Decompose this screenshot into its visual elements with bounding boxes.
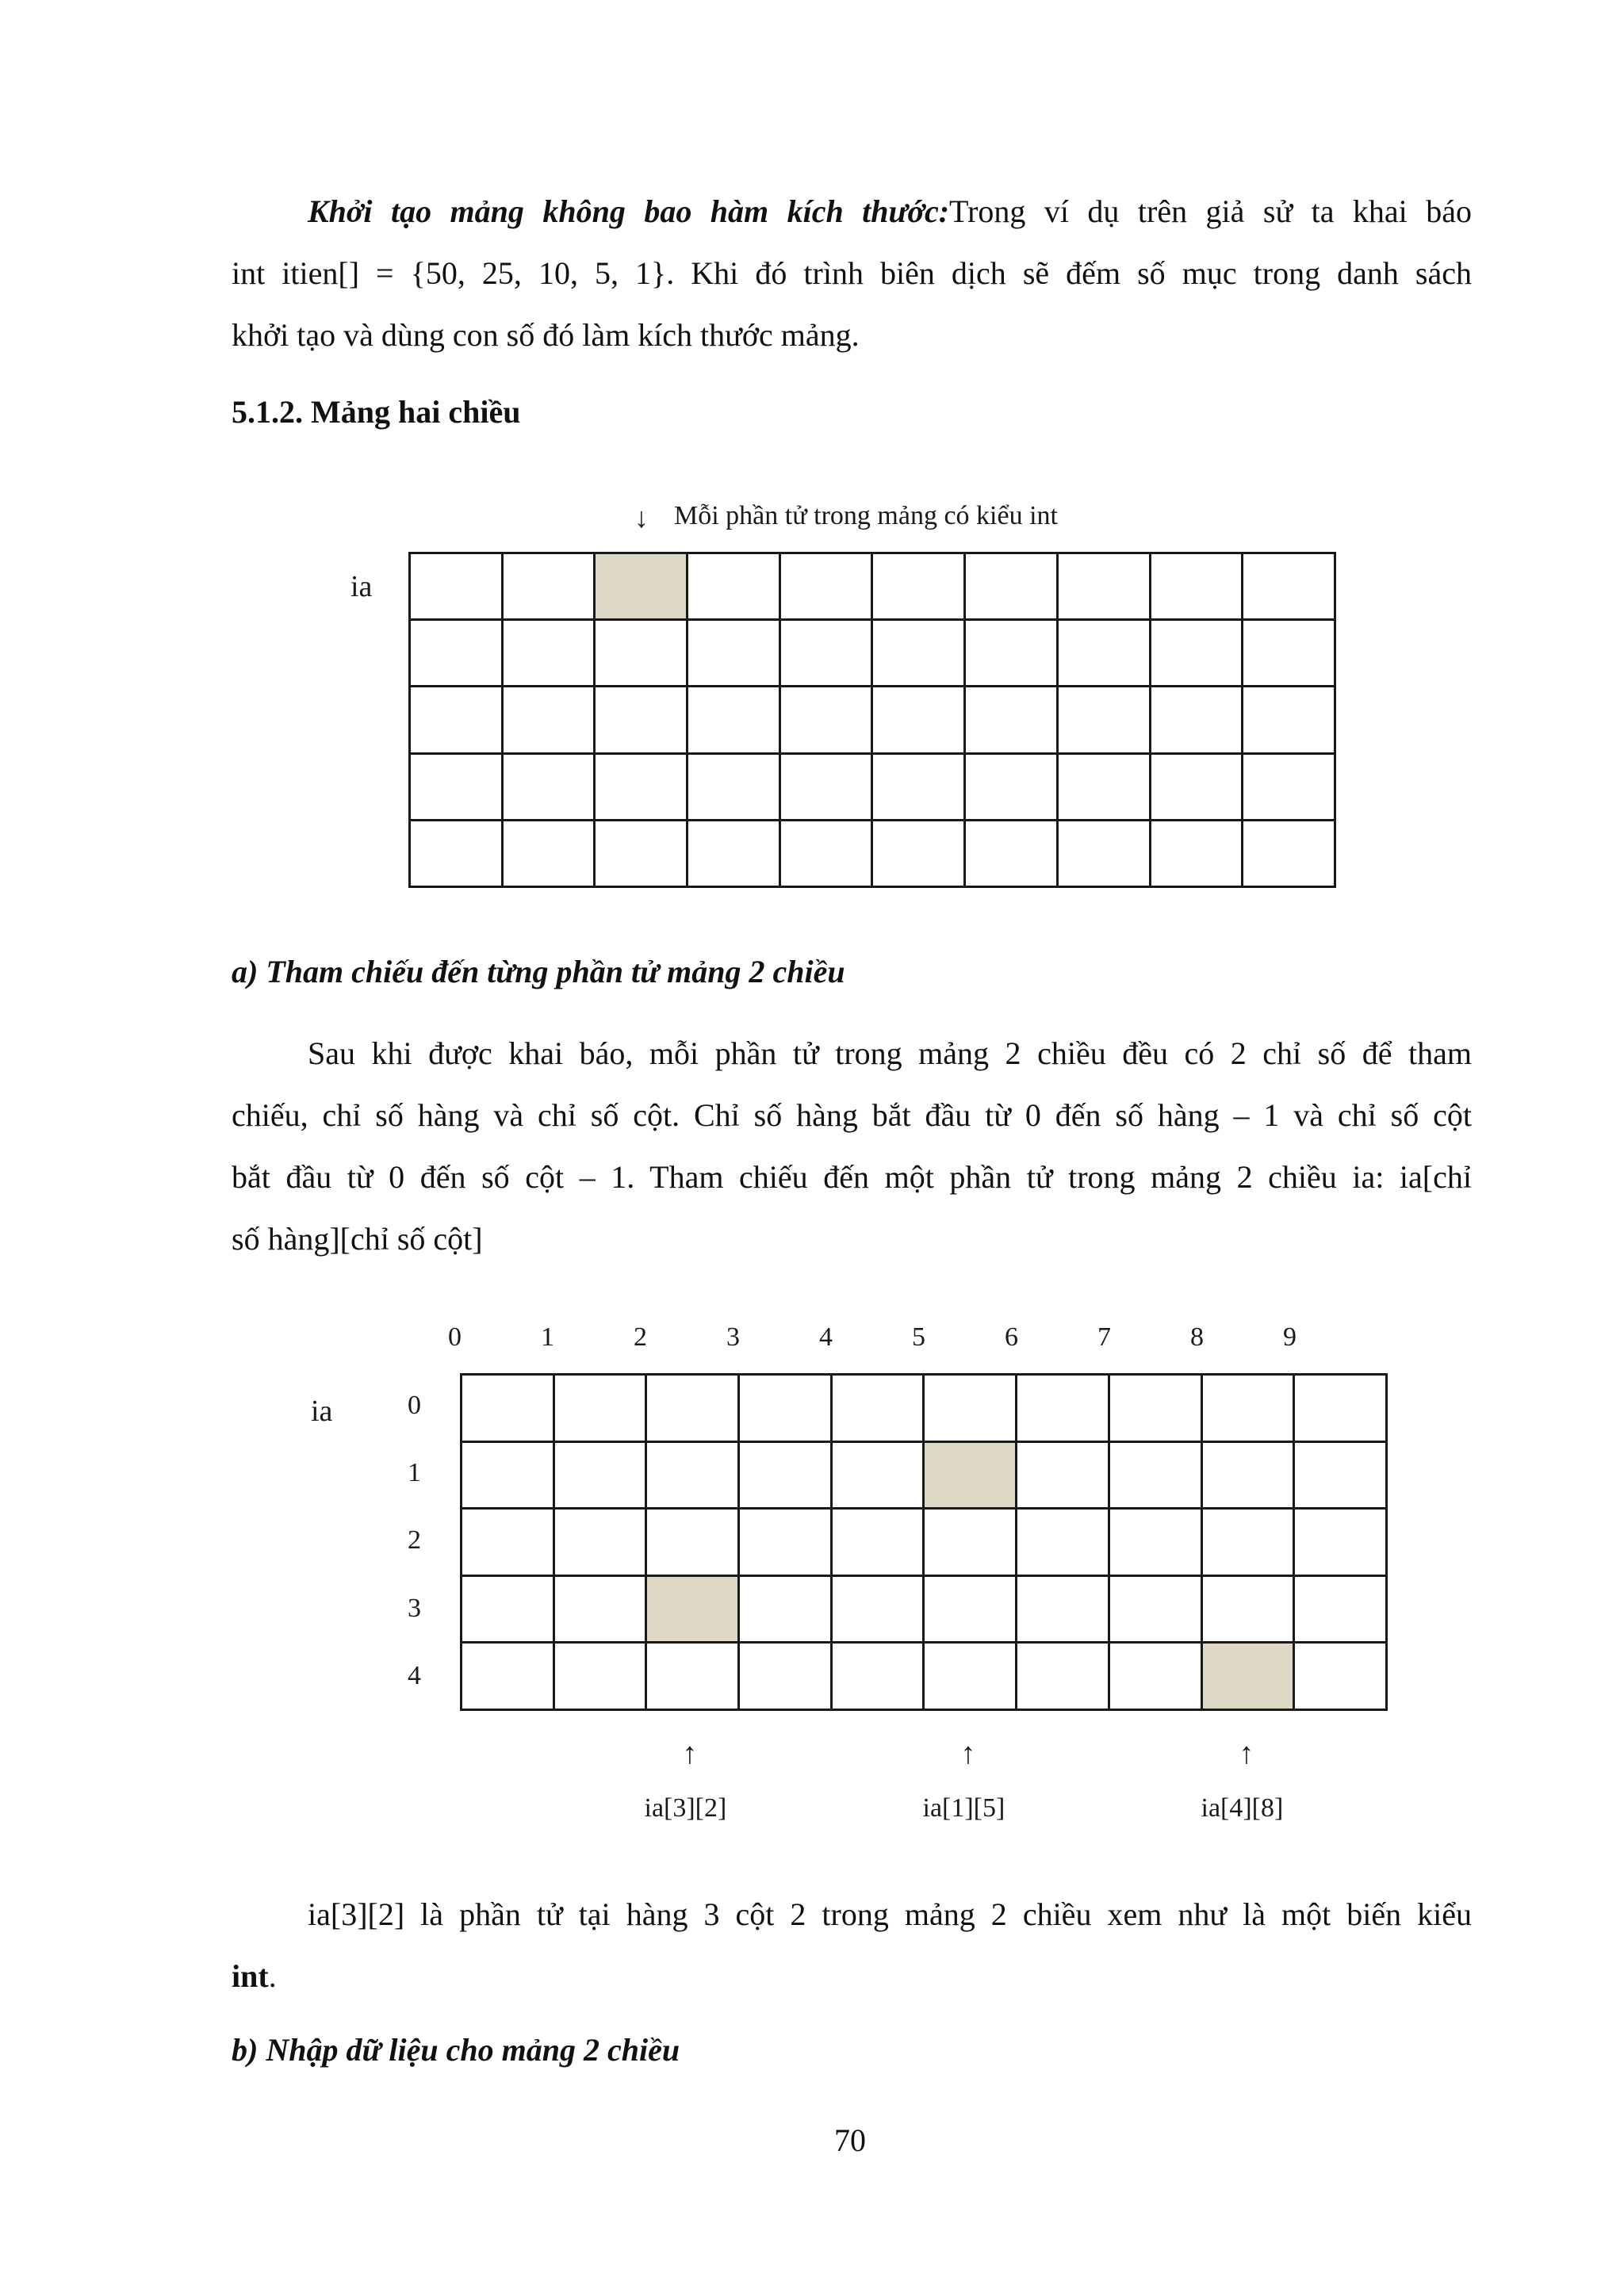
grid-cell [1017,1441,1109,1509]
grid-cell [410,753,503,820]
grid-cell [646,1375,739,1442]
grid-row [410,620,1335,687]
grid-cell [502,820,595,886]
grid-cell [1109,1441,1201,1509]
grid-cell [595,753,688,820]
column-index: 4 [819,1322,833,1352]
grid-cell [462,1441,554,1509]
grid-cell [1109,1575,1201,1643]
grid-cell [1017,1375,1109,1442]
grid-cell [1243,820,1335,886]
column-index: 9 [1283,1322,1297,1352]
grid-cell [1294,1575,1387,1643]
grid-cell [1243,620,1335,687]
grid-cell [924,1375,1017,1442]
grid-cell [739,1509,832,1576]
paragraph-line: ia[3][2] là phần tử tại hàng 3 cột 2 trong mảng 2 chiều xem như là một biến kiểu [308,1896,1472,1932]
column-index: 7 [1097,1322,1111,1352]
grid-cell [1150,820,1243,886]
grid-row [462,1643,1387,1710]
paragraph-line: bắt đầu từ 0 đến số cột – 1. Tham chiếu đến một phần tử trong mảng 2 chiều ia: ia[chỉ [232,1159,1472,1195]
subheading-input: b) Nhập dữ liệu cho mảng 2 chiều [232,2032,680,2068]
up-arrow-icon: ↑ [682,1737,698,1770]
grid-cell [688,820,780,886]
grid-cell [646,1643,739,1710]
grid-cell [1057,687,1150,753]
grid-cell [1201,1441,1294,1509]
grid-cell [1150,687,1243,753]
figure-caption: Mỗi phần tử trong mảng có kiểu int [674,501,1058,530]
paragraph-line: Sau khi được khai báo, mỗi phần tử trong mảng 2 chiều đều có 2 chỉ số để tham [308,1035,1472,1071]
grid-cell [688,687,780,753]
paragraph-line: int. [232,1958,277,1994]
grid-cell [410,553,503,620]
grid-cell [410,820,503,886]
column-index: 1 [541,1322,554,1352]
grid-cell [410,687,503,753]
highlighted-cell [595,553,688,620]
array-label: ia [350,570,373,603]
grid-cell [1201,1509,1294,1576]
grid-cell [462,1375,554,1442]
column-index: 2 [634,1322,647,1352]
grid-cell [779,620,872,687]
grid-row [410,687,1335,753]
row-index: 4 [408,1660,421,1690]
column-index: 6 [1005,1322,1018,1352]
page-number: 70 [834,2122,866,2158]
pointer-label: ia[4][8] [1201,1793,1284,1823]
grid-cell [965,820,1058,886]
grid-cell [1150,620,1243,687]
paragraph-line: chiếu, chỉ số hàng và chỉ số cột. Chỉ số hàng bắt đầu từ 0 đến số hàng – 1 và chỉ số cột [232,1097,1472,1133]
grid-cell [688,620,780,687]
grid-cell [1294,1441,1387,1509]
row-index: 3 [408,1593,421,1623]
column-index: 3 [726,1322,740,1352]
array-label: ia [311,1395,333,1428]
paragraph-element-explanation [232,1884,1472,2007]
grid-cell [1057,620,1150,687]
indexed-array-grid [460,1373,1388,1711]
grid-cell [872,820,965,886]
grid-row [410,753,1335,820]
paragraph-line: khởi tạo và dùng con số đó làm kích thước mảng. [232,317,860,353]
grid-cell [1057,553,1150,620]
grid-cell [553,1509,646,1576]
grid-cell [1057,753,1150,820]
grid-cell [779,553,872,620]
column-index: 0 [448,1322,462,1352]
grid-cell [739,1575,832,1643]
highlighted-cell [646,1575,739,1643]
grid-cell [1017,1509,1109,1576]
grid-cell [965,620,1058,687]
grid-cell [553,1441,646,1509]
pointer-label: ia[1][5] [922,1793,1005,1823]
grid-cell [502,620,595,687]
array-grid [408,552,1336,888]
grid-cell [1057,820,1150,886]
grid-cell [779,687,872,753]
grid-cell [872,753,965,820]
paragraph-line: số hàng][chỉ số cột] [232,1221,483,1257]
grid-cell [553,1375,646,1442]
grid-row [462,1375,1387,1442]
row-index: 0 [408,1391,421,1420]
grid-cell [739,1375,832,1442]
grid-cell [831,1509,924,1576]
grid-cell [965,687,1058,753]
section-heading: 5.1.2. Mảng hai chiều [232,394,521,430]
grid-cell [1201,1375,1294,1442]
grid-cell [410,620,503,687]
grid-cell [1294,1375,1387,1442]
grid-cell [1109,1509,1201,1576]
grid-row [462,1575,1387,1643]
paragraph-array-init [232,181,1472,366]
grid-cell [688,753,780,820]
grid-cell [739,1441,832,1509]
row-index: 2 [408,1525,421,1556]
grid-cell [872,620,965,687]
grid-cell [688,553,780,620]
grid-cell [965,753,1058,820]
term-emphasis: Khởi tạo mảng không bao hàm kích thước: [308,193,950,229]
grid-cell [646,1441,739,1509]
pointer-label: ia[3][2] [644,1793,727,1823]
grid-cell [779,820,872,886]
grid-row [410,820,1335,886]
up-arrow-icon: ↑ [960,1737,976,1770]
grid-cell [831,1441,924,1509]
grid-cell [462,1575,554,1643]
grid-cell [872,687,965,753]
grid-cell [595,620,688,687]
grid-cell [965,553,1058,620]
grid-cell [1294,1509,1387,1576]
grid-cell [462,1643,554,1710]
highlighted-cell [924,1441,1017,1509]
paragraph-indexing [232,1023,1472,1270]
highlighted-cell [1201,1643,1294,1710]
subheading-reference: a) Tham chiếu đến từng phần tử mảng 2 chiều [232,954,845,989]
grid-cell [502,753,595,820]
grid-cell [739,1643,832,1710]
paragraph-line: Khởi tạo mảng không bao hàm kích thước:Trong ví dụ trên giả sử ta khai báo [308,193,1472,229]
column-index: 8 [1190,1322,1204,1352]
grid-cell [553,1643,646,1710]
column-index: 5 [912,1322,925,1352]
grid-cell [779,753,872,820]
grid-cell [1294,1643,1387,1710]
keyword-int: int [232,1958,269,1994]
grid-cell [1109,1643,1201,1710]
grid-cell [1150,753,1243,820]
grid-cell [502,687,595,753]
grid-cell [924,1643,1017,1710]
grid-cell [924,1509,1017,1576]
grid-cell [1243,553,1335,620]
up-arrow-icon: ↑ [1239,1737,1254,1770]
grid-cell [1017,1643,1109,1710]
grid-cell [1243,687,1335,753]
grid-cell [1150,553,1243,620]
grid-cell [1201,1575,1294,1643]
grid-cell [1109,1375,1201,1442]
grid-cell [1243,753,1335,820]
row-index: 1 [408,1458,421,1488]
grid-cell [462,1509,554,1576]
grid-cell [924,1575,1017,1643]
grid-cell [872,553,965,620]
grid-row [462,1441,1387,1509]
grid-cell [553,1575,646,1643]
paragraph-line: int itien[] = {50, 25, 10, 5, 1}. Khi đó trình biên dịch sẽ đếm số mục trong danh sách [232,255,1472,291]
grid-cell [1017,1575,1109,1643]
grid-cell [831,1643,924,1710]
grid-row [462,1509,1387,1576]
grid-cell [595,687,688,753]
grid-row [410,553,1335,620]
grid-cell [831,1575,924,1643]
down-arrow-icon: ↓ [634,502,649,534]
grid-cell [595,820,688,886]
grid-cell [502,553,595,620]
grid-cell [646,1509,739,1576]
grid-cell [831,1375,924,1442]
